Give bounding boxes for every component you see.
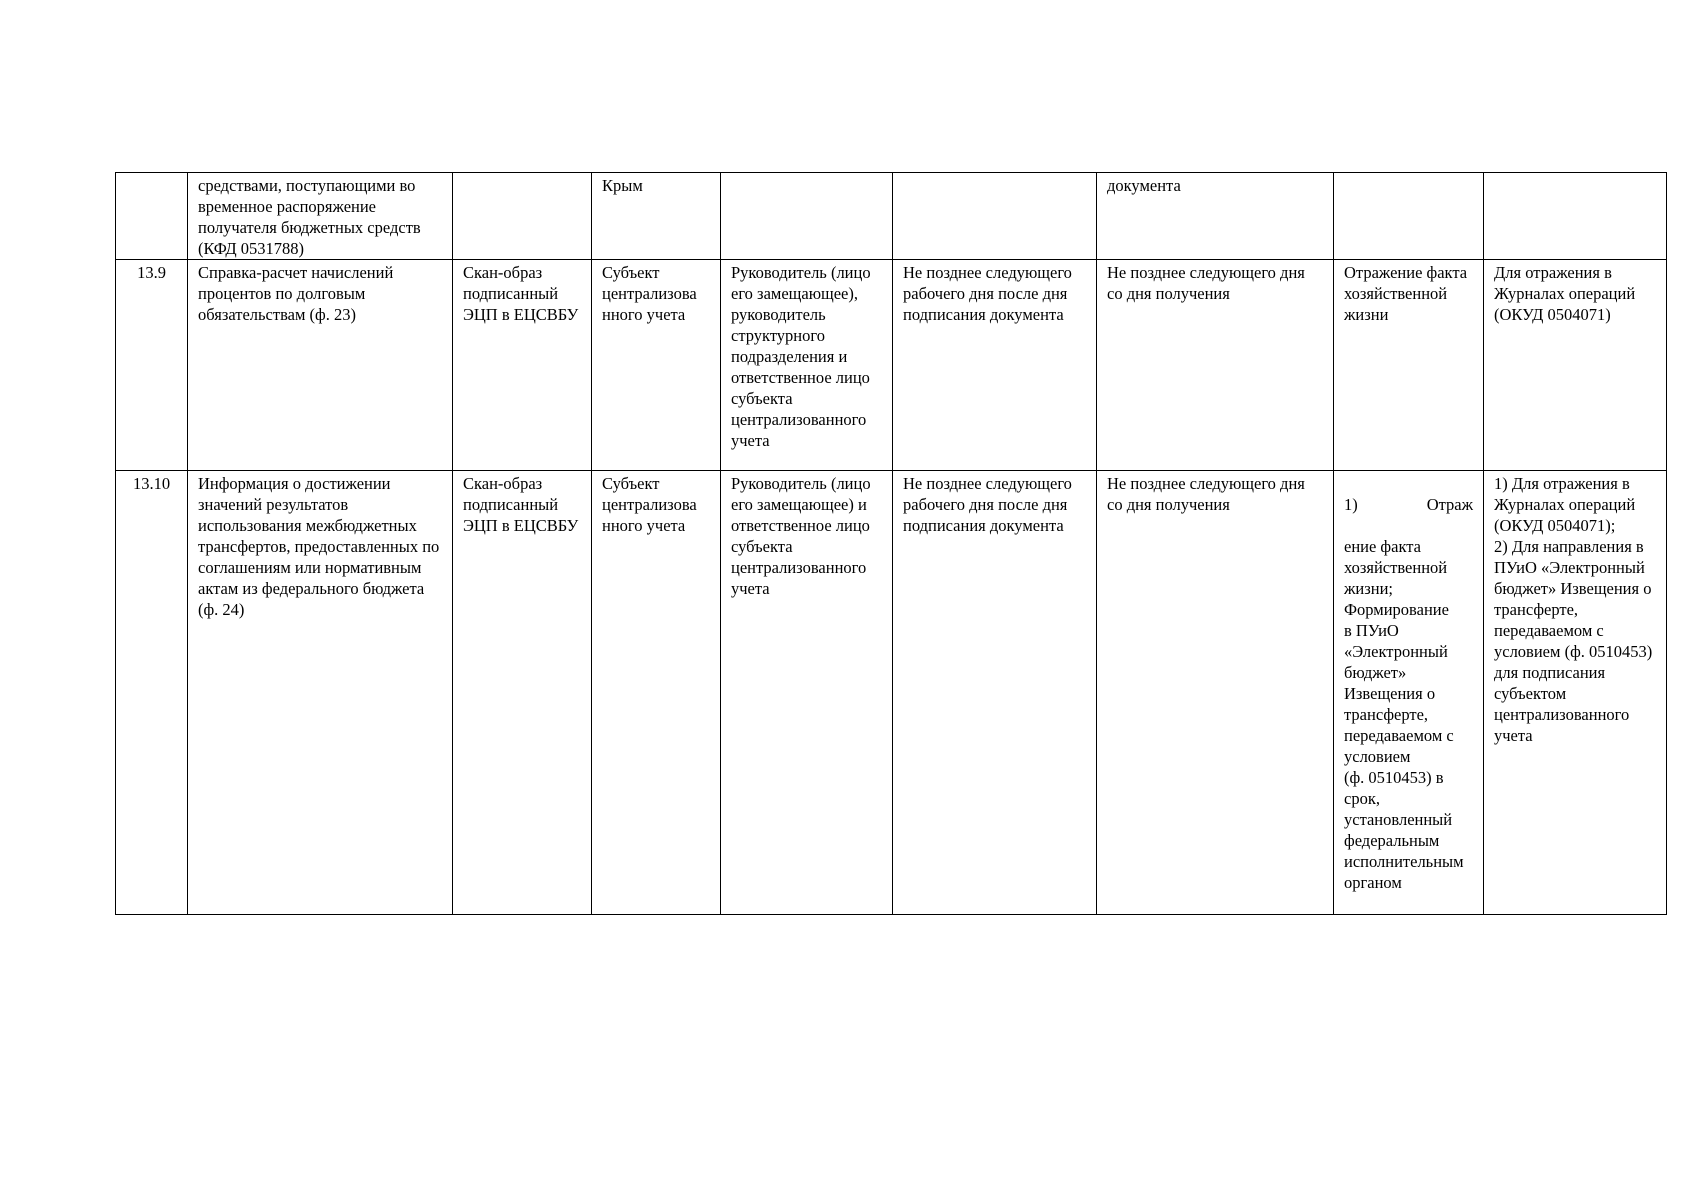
document-purpose [1334, 471, 1484, 915]
document-signer: Руководитель (лицо его замещающее) и ответственное лицо субъекта централизованного учета [721, 471, 893, 915]
document-name: Справка-расчет начислений процентов по долговым обязательствам (ф. 23) [188, 260, 453, 471]
purpose-text: ение факта хозяйственной жизни; Формирование в ПУиО «Электронный бюджет» Извещения о трансферте, передаваемом с условием (ф. 0510453) в срок, установленный федеральным исполнительным органом [1344, 537, 1464, 892]
transfer-deadline: документа [1097, 173, 1334, 260]
document-originator: Субъект централизова нного учета [592, 471, 721, 915]
row-number: 13.10 [116, 471, 188, 915]
document-purpose [1334, 173, 1484, 260]
transfer-deadline: Не позднее следующего дня со дня получения [1097, 471, 1334, 915]
document-form: Скан-образ подписанный ЭЦП в ЕЦСВБУ [453, 471, 592, 915]
document-signer: Руководитель (лицо его замещающее), руководитель структурного подразделения и ответственное лицо субъекта централизованного учета [721, 260, 893, 471]
document-notes: Для отражения в Журналах операций (ОКУД 0504071) [1484, 260, 1667, 471]
document-form [453, 173, 592, 260]
table-row [116, 173, 1667, 260]
table-row [116, 471, 1667, 915]
table-row [116, 260, 1667, 471]
row-number [116, 173, 188, 260]
submission-deadline [893, 173, 1097, 260]
document-signer [721, 173, 893, 260]
document-originator: Субъект централизова нного учета [592, 260, 721, 471]
document-form: Скан-образ подписанный ЭЦП в ЕЦСВБУ [453, 260, 592, 471]
document-notes: 1) Для отражения в Журналах операций (ОКУД 0504071); 2) Для направления в ПУиО «Электронный бюджет» Извещения о трансферте, передаваемом с условием (ф. 0510453) для подписания субъектом централизованного учета [1484, 471, 1667, 915]
purpose-item-marker: 1) [1344, 495, 1358, 514]
document-originator: Крым [592, 173, 721, 260]
purpose-first-word: Отраж [1426, 495, 1473, 514]
document-purpose: Отражение факта хозяйственной жизни [1334, 260, 1484, 471]
document-name: Информация о достижении значений результатов использования межбюджетных трансфертов, предоставленных по соглашениям или нормативным актам из федерального бюджета (ф. 24) [188, 471, 453, 915]
submission-deadline: Не позднее следующего рабочего дня после дня подписания документа [893, 471, 1097, 915]
document-notes [1484, 173, 1667, 260]
document-name: средствами, поступающими во временное распоряжение получателя бюджетных средств (КФД 0531788) [188, 173, 453, 260]
purpose-first-line [1344, 494, 1473, 515]
row-number: 13.9 [116, 260, 188, 471]
transfer-deadline: Не позднее следующего дня со дня получения [1097, 260, 1334, 471]
document-table [115, 172, 1667, 915]
submission-deadline: Не позднее следующего рабочего дня после дня подписания документа [893, 260, 1097, 471]
